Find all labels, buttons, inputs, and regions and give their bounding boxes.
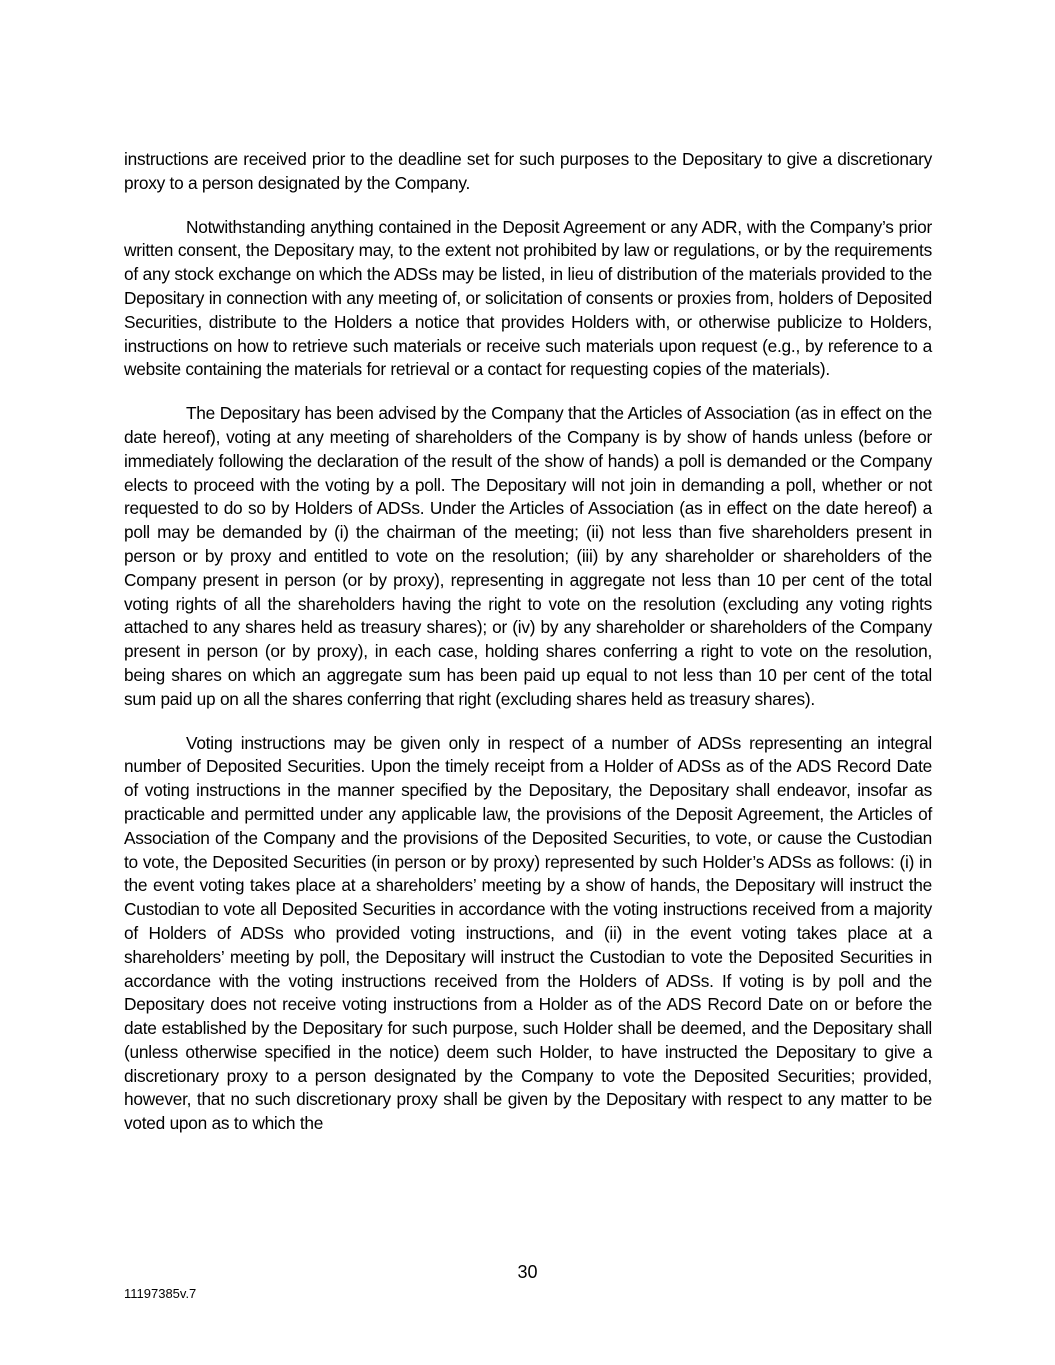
paragraph-notice-access: Notwithstanding anything contained in the Deposit Agreement or any ADR, with the Company’s prior written consent, the Depositary may, to the extent not prohibited by law or regulations, or by the requirements of any stock exchange on which the ADSs may be listed, in lieu of distribution of the materials provided to the Depositary in connection with any meeting of, or solicitation of consents or proxies from, holders of Deposited Securities, distribute to the Holders a notice that provides Holders with, or otherwise publicize to Holders, instructions on how to retrieve such materials or receive such materials upon request (e.g., by reference to a website containing the materials for retrieval or a contact for requesting copies of the materials). xyxy=(124,216,932,380)
paragraph-voting-instructions: Voting instructions may be given only in respect of a number of ADSs representing an integral number of Deposited Securities. Upon the timely receipt from a Holder of ADSs as of the ADS Record Date of voting instructions in the manner specified by the Depositary, the Depositary shall endeavor, insofar as practicable and permitted under any applicable law, the provisions of the Deposit Agreement, the Articles of Association of the Company and the provisions of the Deposited Securities, to vote, or cause the Custodian to vote, the Deposited Securities (in person or by proxy) represented by such Holder’s ADSs as follows: (i) in the event voting takes place at a shareholders’ meeting by a show of hands, the Depositary will instruct the Custodian to vote all Deposited Securities in accordance with the voting instructions received from a majority of Holders of ADSs who provided voting instructions, and (ii) in the event voting takes place at a shareholders’ meeting by poll, the Depositary will instruct the Custodian to vote the Deposited Securities in accordance with the voting instructions received from the Holders of ADSs. If voting is by poll and the Depositary does not receive voting instructions from a Holder as of the ADS Record Date on or before the date established by the Depositary for such purpose, such Holder shall be deemed, and the Depositary shall (unless otherwise specified in the notice) deem such Holder, to have instructed the Depositary to give a discretionary proxy to a person designated by the Company to vote the Deposited Securities; provided, however, that no such discretionary proxy shall be given by the Depositary with respect to any matter to be voted upon as to which the xyxy=(124,732,932,1134)
paragraph-voting-by-poll: The Depositary has been advised by the Company that the Articles of Association (as in effect on the date hereof), voting at any meeting of shareholders of the Company is by show of hands unless (before or immediately following the declaration of the result of the show of hands) a poll is demanded or the Company elects to proceed with the voting by a poll. The Depositary will not join in demanding a poll, whether or not requested to do so by Holders of ADSs. Under the Articles of Association (as in effect on the date hereof) a poll may be demanded by (i) the chairman of the meeting; (ii) not less than five shareholders present in person or by proxy and entitled to vote on the resolution; (iii) by any shareholder or shareholders of the Company present in person (or by proxy), representing in aggregate not less than 10 per cent of the total voting rights of all the shareholders having the right to vote on the resolution (excluding any voting rights attached to any shares held as treasury shares); or (iv) by any shareholder or shareholders of the Company present in person (or by proxy), in each case, holding shares conferring a right to vote on the resolution, being shares on which an aggregate sum has been paid up equal to not less than 10 per cent of the total sum paid up on all the shares conferring that right (excluding shares held as treasury shares). xyxy=(124,403,932,709)
document-id: 11197385v.7 xyxy=(124,1286,197,1301)
page-number: 30 xyxy=(517,1262,538,1282)
document-body xyxy=(124,148,932,1156)
paragraph-continuation: instructions are received prior to the deadline set for such purposes to the Depositary to give a discretionary proxy to a person designated by the Company. xyxy=(124,149,932,193)
